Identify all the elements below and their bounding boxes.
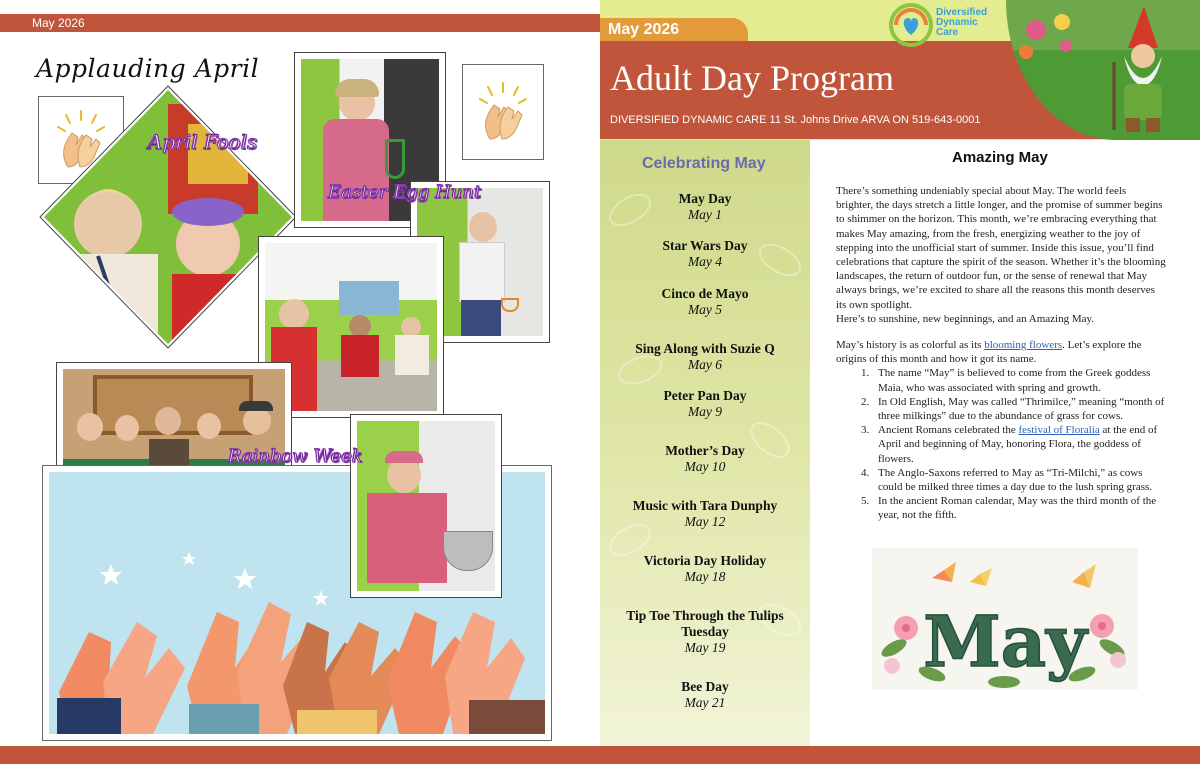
event-name: Mother’s Day [665, 443, 745, 458]
event-item [600, 238, 810, 270]
event-date: May 19 [684, 640, 726, 655]
program-title: Adult Day Program [610, 58, 894, 98]
left-header-bar [0, 14, 600, 32]
sidebar-title: Celebrating May [642, 155, 766, 172]
right-page [600, 0, 1200, 746]
event-item [618, 608, 792, 656]
event-item [600, 286, 810, 318]
clapping-hands-icon [468, 75, 538, 149]
address-line: DIVERSIFIED DYNAMIC CARE 11 St. Johns Drive ARVA ON 519-643-0001 [610, 114, 981, 126]
event-date: May 1 [687, 207, 723, 222]
fact-item: 3. Ancient Romans celebrated the festival of Floralia at the end of April and beginning of May, honoring Flora, the goddess of flowers. [872, 423, 1166, 466]
event-item [600, 388, 810, 420]
event-name: Cinco de Mayo [661, 286, 749, 301]
event-item [600, 191, 810, 223]
section-title: Applauding April [36, 54, 260, 83]
event-date: May 5 [687, 302, 723, 317]
may-floral-artwork [872, 548, 1138, 690]
rainbow-week-label: Rainbow Week [228, 446, 363, 467]
floralia-link[interactable]: festival of Floralia [1018, 424, 1100, 437]
intro-paragraph: There’s something undeniably special about May. The world feels brighter, the days stretch a little longer, and the promise of summer begins to shimmer on the horizon. This month, we’re embracing everything that makes May amazing, from the fresh, energizing weather to the joy of stepping into the unofficial start of summer. Inside this issue, you’ll find celebrations that capture the spirit of the season. Whether it’s the blooming landscapes, the return of outdoor fun, or the sense of renewal that May always brings, we’re excited to share all the reasons this month deserves its own spotlight. [836, 185, 1166, 311]
event-name: Peter Pan Day [663, 388, 747, 403]
event-item [600, 553, 810, 585]
events-sidebar [600, 140, 810, 746]
event-date: May 6 [687, 357, 723, 372]
event-item [600, 443, 810, 475]
event-item [600, 498, 810, 530]
april-fools-label: April Fools [148, 130, 258, 154]
article-title: Amazing May [952, 149, 1048, 166]
event-name: May Day [678, 191, 732, 206]
event-name: Tip Toe Through the Tulips Tuesday [626, 608, 784, 639]
event-date: May 10 [684, 459, 726, 474]
event-date: May 18 [684, 569, 726, 584]
event-name: Victoria Day Holiday [643, 553, 767, 568]
event-item [600, 679, 810, 711]
blooming-flowers-link[interactable]: blooming flowers [984, 339, 1063, 352]
event-date: May 9 [687, 404, 723, 419]
fact-item: 2. In Old English, May was called “Thrimilce,” meaning “month of three milkings” due to the abundance of grass for cows. [872, 395, 1166, 423]
fact-item: 5. In the ancient Roman calendar, May was the third month of the year, not the fifth. [872, 494, 1166, 522]
easter-egg-hunt-label: Easter Egg Hunt [328, 182, 482, 203]
event-date: May 4 [687, 254, 723, 269]
event-date: May 21 [684, 695, 726, 710]
logo-icon [888, 2, 934, 48]
event-name: Bee Day [681, 679, 729, 694]
fact-item: 4. The Anglo-Saxons referred to May as “Tri-Milchi,” as cows could be milked three times a day due to the lush spring grass. [872, 466, 1166, 494]
rainbow-week-baking-photo [350, 414, 502, 598]
logo-text: Diversified Dynamic Care [936, 7, 988, 38]
may-floral-svg [872, 548, 1138, 690]
diversified-logo [888, 2, 998, 50]
event-name: Star Wars Day [662, 238, 748, 253]
history-facts-list [872, 366, 1166, 522]
month-tab-label: May 2026 [608, 21, 680, 38]
may-decor-word: May [923, 600, 1087, 683]
event-date: May 12 [684, 514, 726, 529]
event-item [600, 341, 810, 373]
left-header-month: May 2026 [32, 16, 85, 30]
bottom-bar [0, 746, 1200, 764]
clapping-hands-icon-box-2 [462, 64, 544, 160]
event-name: Sing Along with Suzie Q [635, 341, 775, 356]
fact-item: 1. The name “May” is believed to come from the Greek goddess Maia, who was associated with spring and growth. [872, 366, 1166, 394]
history-intro: May’s history is as colorful as its blooming flowers. Let’s explore the origins of this month and how it got its name. [836, 339, 1142, 366]
closing-line: Here’s to sunshine, new beginnings, and an Amazing May. [836, 312, 1095, 325]
article-body [836, 184, 1166, 523]
event-name: Music with Tara Dunphy [632, 498, 778, 513]
